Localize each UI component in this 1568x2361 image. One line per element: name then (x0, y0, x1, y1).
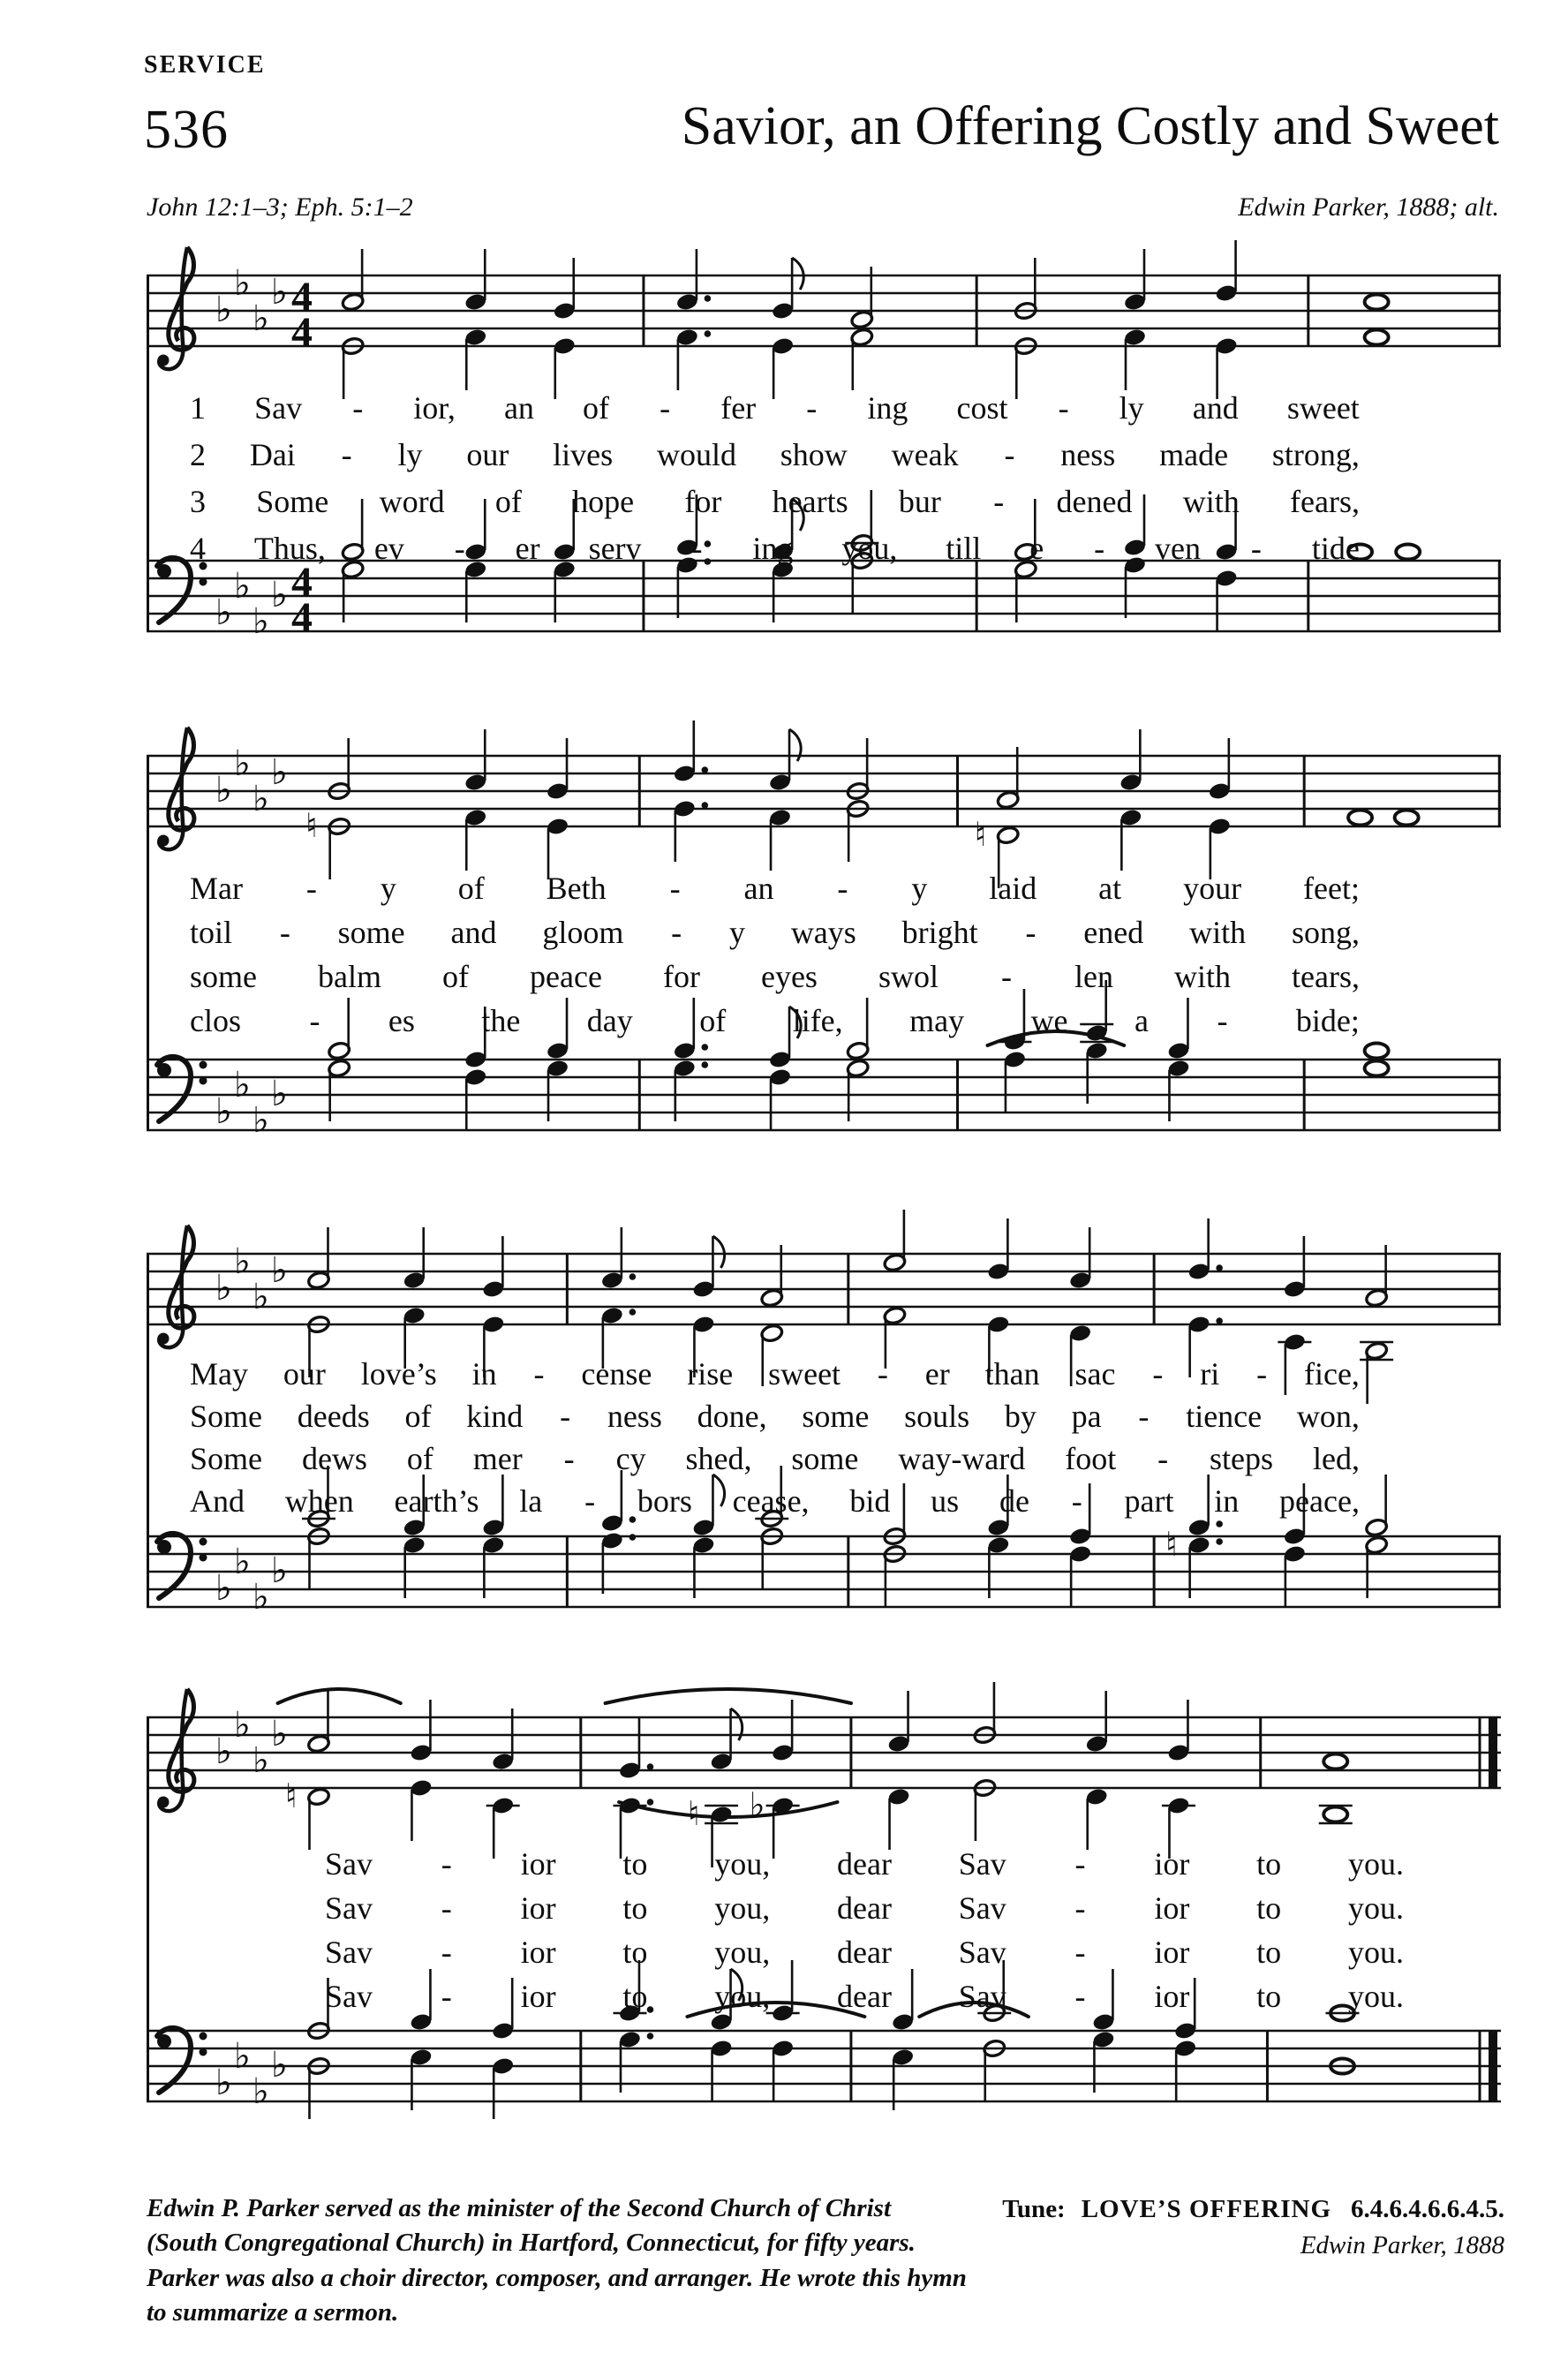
lyric-syllable: cy (615, 1441, 646, 1476)
lyric-syllable: to (1256, 1979, 1282, 2014)
lyric-syllable: than (984, 1356, 1040, 1392)
lyric-line (190, 1355, 1360, 1398)
lyric-syllable: - (533, 1356, 545, 1392)
lyric-syllable: May (190, 1356, 248, 1392)
lyric-syllable: ior, (413, 390, 456, 426)
lyric-syllable: dear (837, 1979, 892, 2014)
system-left-barline (147, 1717, 149, 2101)
lyric-syllable: 1 (190, 390, 206, 426)
flat-sign-icon: ♭ (271, 272, 288, 313)
lyric-syllable: some (802, 1399, 870, 1434)
lyric-syllable: toil (190, 915, 233, 950)
lyric-syllable: Sav (254, 390, 303, 426)
svg-text:4: 4 (291, 559, 313, 606)
lyric-line (325, 1890, 1404, 1934)
lyric-syllable: to (1256, 1890, 1282, 1926)
lyric-syllable: bors (637, 1483, 692, 1519)
lyric-syllable: - (1025, 915, 1037, 950)
lyric-syllable: show (780, 437, 848, 472)
treble-clef-icon (158, 1689, 194, 1811)
lyric-line (190, 530, 1360, 577)
lyrics-block (190, 870, 1360, 1046)
lyric-syllable: serv (588, 531, 642, 566)
lyric-syllable: Sav (325, 1846, 373, 1882)
lyric-syllable: - (806, 390, 818, 426)
lyric-syllable: hearts (772, 484, 848, 519)
lyric-syllable: and (1192, 390, 1239, 426)
flat-sign-icon: ♭ (215, 1568, 232, 1609)
lyric-syllable: - (1071, 1483, 1082, 1519)
lyric-syllable: bur (898, 484, 941, 519)
composer-bio: Edwin P. Parker served as the minister of the Second Church of Christ (South Congregational Church) in Hartford, Connecticut, for fifty years. Parker was also a choir director, composer, and arranger. He wrote this hymn to summarize a sermon. (147, 2194, 967, 2327)
lyric-syllable: dear (837, 1890, 892, 1926)
lyric-syllable: dened (1056, 484, 1133, 519)
lyric-syllable: balm (318, 959, 381, 994)
lyric-syllable: with (1189, 915, 1247, 950)
lyric-syllable: of (404, 1399, 432, 1434)
lyric-syllable: de (999, 1483, 1029, 1519)
lyric-syllable: swol (878, 959, 939, 994)
lyric-line (190, 436, 1360, 483)
lyric-syllable: ness (1060, 437, 1116, 472)
lyric-syllable: - (1157, 1441, 1169, 1476)
lyric-syllable: ri (1200, 1356, 1220, 1392)
lyric-syllable: we (1030, 1003, 1068, 1038)
flat-sign-icon: ♭ (234, 263, 251, 304)
lyric-syllable: you, (714, 1935, 771, 1970)
lyric-syllable: - (1000, 959, 1012, 994)
lyric-syllable: earth’s (394, 1483, 479, 1519)
lyric-syllable: ven (1155, 531, 1201, 566)
slur (606, 1689, 851, 1703)
lyric-syllable: weak (891, 437, 959, 472)
lyric-syllable: - (1138, 1399, 1150, 1434)
lyric-syllable: you. (1347, 1890, 1404, 1926)
lyric-syllable: er (924, 1356, 950, 1392)
lyric-line (190, 870, 1360, 914)
lyric-syllable: to (622, 1846, 648, 1882)
lyric-syllable: cense (581, 1356, 652, 1392)
lyric-syllable: e (1029, 531, 1044, 566)
lyric-syllable: ior (520, 1890, 556, 1926)
lyric-syllable: for (684, 484, 722, 519)
lyric-syllable: ly (1119, 390, 1144, 426)
lyric-syllable: made (1159, 437, 1229, 472)
flat-sign-icon: ♭ (271, 1074, 288, 1114)
flat-sign-icon: ♭ (271, 752, 288, 793)
lyric-syllable: Sav (325, 1979, 373, 2014)
lyric-syllable: word (379, 484, 445, 519)
lyric-syllable: peace, (1279, 1483, 1360, 1519)
lyric-syllable: clos (190, 1003, 241, 1038)
lyric-syllable: ly (397, 437, 423, 472)
scripture-reference: John 12:1–3; Eph. 5:1–2 (147, 192, 413, 222)
lyric-syllable: y (911, 871, 928, 906)
lyric-syllable: - (584, 1483, 596, 1519)
tune-name: LOVE’S OFFERING (1081, 2195, 1331, 2223)
lyric-syllable: some (337, 915, 405, 950)
lyric-syllable: eyes (760, 959, 818, 994)
lyric-syllable: Some (190, 1441, 263, 1476)
flat-sign-icon: ♭ (253, 1100, 269, 1141)
lyric-syllable: Sav (958, 1846, 1006, 1882)
lyric-syllable: our (283, 1356, 326, 1392)
lyric-syllable: - (1217, 1003, 1228, 1038)
lyric-syllable: - (441, 1890, 452, 1926)
lyric-syllable: And (190, 1483, 245, 1519)
lyric-syllable: for (662, 959, 700, 994)
lyric-syllable: hope (572, 484, 635, 519)
lyric-syllable: lives (553, 437, 614, 472)
lyric-syllable: of (583, 390, 610, 426)
lyric-syllable: you. (1347, 1846, 1404, 1882)
lyric-syllable: ways (790, 915, 856, 950)
lyric-syllable: - (1250, 531, 1262, 566)
natural-sign-icon: ♮ (284, 1776, 298, 1815)
lyric-syllable: kind (466, 1399, 524, 1434)
lyric-syllable: Sav (958, 1935, 1006, 1970)
lyric-syllable: till (946, 531, 982, 566)
lyric-syllable: sweet (1286, 390, 1360, 426)
lyric-line (190, 958, 1360, 1002)
lyric-syllable: of (494, 484, 522, 519)
lyric-line (190, 483, 1360, 530)
lyric-syllable: won, (1296, 1399, 1360, 1434)
lyric-syllable: len (1074, 959, 1113, 994)
lyric-syllable: to (1256, 1846, 1282, 1882)
lyric-syllable: - (309, 1003, 320, 1038)
tune-info (1002, 2191, 1504, 2263)
lyric-syllable: you. (1347, 1979, 1404, 2014)
lyric-syllable: - (441, 1979, 452, 2014)
natural-sign-icon: ♮ (305, 806, 318, 845)
flat-sign-icon: ♭ (271, 1550, 288, 1591)
tune-author: Edwin Parker, 1888 (1300, 2230, 1504, 2259)
lyric-syllable: ior (520, 1979, 556, 2014)
lyric-line (325, 1934, 1404, 1978)
tune-meter: 6.4.6.4.6.6.4.5. (1351, 2195, 1504, 2223)
flat-sign-icon: ♭ (253, 779, 269, 819)
lyric-syllable: ing (752, 531, 794, 566)
lyric-syllable: - (1074, 1846, 1086, 1882)
lyric-syllable: a (1135, 1003, 1149, 1038)
lyric-syllable: Thus, (253, 531, 326, 566)
lyric-syllable: laid (989, 871, 1037, 906)
lyric-syllable: Sav (325, 1935, 373, 1970)
treble-staff (141, 712, 1506, 862)
lyric-syllable: deeds (297, 1399, 370, 1434)
lyric-syllable: an (743, 871, 774, 906)
lyric-syllable: - (1094, 531, 1105, 566)
lyric-syllable: at (1098, 871, 1122, 906)
lyric-syllable: - (993, 484, 1005, 519)
lyric-syllable: - (454, 531, 465, 566)
lyric-syllable: sweet (768, 1356, 841, 1392)
lyric-syllable: fer (720, 390, 757, 426)
lyric-syllable: bide; (1295, 1003, 1360, 1038)
lyric-syllable: life, (792, 1003, 843, 1038)
hymn-title: Savior, an Offering Costly and Sweet (681, 96, 1499, 156)
svg-text:4: 4 (291, 309, 313, 356)
hymn-number: 536 (144, 100, 229, 160)
flat-sign-icon: ♭ (234, 1705, 251, 1746)
svg-text:4: 4 (291, 594, 313, 641)
lyric-syllable: ing (867, 390, 908, 426)
lyric-syllable: when (284, 1483, 354, 1519)
lyric-syllable: to (622, 1890, 648, 1926)
lyric-syllable: done, (697, 1399, 767, 1434)
natural-sign-icon: ♮ (974, 815, 987, 854)
flat-sign-icon: ♭ (271, 1250, 288, 1291)
lyric-syllable: - (1152, 1356, 1164, 1392)
lyrics-block (190, 1355, 1360, 1525)
flat-sign-icon: ♭ (253, 298, 269, 339)
lyric-syllable: of (457, 871, 485, 906)
lyric-syllable: by (1004, 1399, 1037, 1434)
lyric-syllable: day (586, 1003, 633, 1038)
lyric-syllable: part (1124, 1483, 1174, 1519)
lyric-syllable: - (1058, 390, 1069, 426)
treble-clef-icon (158, 728, 194, 849)
lyric-syllable: to (622, 1979, 648, 2014)
treble-staff (141, 231, 1506, 381)
flat-sign-icon: ♭ (234, 566, 251, 607)
treble-clef-icon (158, 247, 194, 369)
lyric-syllable: to (1256, 1935, 1282, 1970)
lyric-syllable: led, (1312, 1441, 1360, 1476)
lyric-syllable: way-ward (898, 1441, 1026, 1476)
lyric-syllable: - (1004, 437, 1015, 472)
natural-sign-icon: ♮ (688, 1794, 700, 1833)
lyric-line (190, 1440, 1360, 1482)
lyric-syllable: - (1074, 1935, 1086, 1970)
lyric-syllable: mer (472, 1441, 523, 1476)
lyrics-block (325, 1845, 1404, 2022)
flat-sign-icon: ♭ (253, 601, 269, 642)
lyric-syllable: and (450, 915, 497, 950)
lyric-syllable: love’s (360, 1356, 437, 1392)
flat-sign-icon: ♭ (234, 1542, 251, 1582)
lyric-syllable: - (691, 531, 703, 566)
lyric-syllable: some (791, 1441, 859, 1476)
lyric-syllable: Sav (958, 1979, 1006, 2014)
lyric-syllable: strong, (1271, 437, 1360, 472)
lyric-syllable: you. (1347, 1935, 1404, 1970)
lyric-syllable: - (671, 915, 682, 950)
flat-sign-icon: ♭ (271, 1714, 288, 1754)
flat-sign-icon: ♭ (215, 592, 232, 633)
lyric-syllable: - (669, 871, 681, 906)
lyric-syllable: y (380, 871, 396, 906)
lyric-line (325, 1978, 1404, 2022)
flat-sign-icon: ♭ (271, 575, 288, 615)
lyric-syllable: ior (1154, 1935, 1190, 1970)
lyric-syllable: - (560, 1399, 571, 1434)
lyric-syllable: peace (530, 959, 602, 994)
lyric-syllable: dews (301, 1441, 367, 1476)
lyric-line (190, 1002, 1360, 1046)
lyric-syllable: ior (1154, 1846, 1190, 1882)
lyric-syllable: - (1256, 1356, 1268, 1392)
lyric-syllable: to (622, 1935, 648, 1970)
lyric-syllable: your (1183, 871, 1242, 906)
treble-staff (141, 1673, 1506, 1833)
lyric-syllable: es (388, 1003, 415, 1038)
lyric-syllable: souls (904, 1399, 970, 1434)
lyric-syllable: pa (1071, 1399, 1102, 1434)
lyric-syllable: - (563, 1441, 575, 1476)
flat-sign-icon: ♭ (234, 1065, 251, 1105)
flat-sign-icon: ♭ (215, 1268, 232, 1309)
lyric-syllable: Sav (958, 1890, 1006, 1926)
lyric-syllable: 4 (190, 531, 206, 566)
lyric-syllable: in (471, 1356, 497, 1392)
lyric-syllable: with (1174, 959, 1232, 994)
lyric-syllable: cost (956, 390, 1008, 426)
treble-clef-icon (158, 1226, 194, 1347)
lyric-syllable: dear (837, 1846, 892, 1882)
lyric-line (190, 1482, 1360, 1525)
lyric-syllable: - (441, 1846, 452, 1882)
system-left-barline (147, 1254, 149, 1607)
lyric-syllable: cease, (732, 1483, 810, 1519)
treble-staff (141, 1210, 1506, 1360)
tune-label: Tune: (1002, 2195, 1066, 2223)
flat-sign-icon: ♭ (215, 770, 232, 811)
slur (278, 1689, 401, 1703)
lyric-line (190, 389, 1360, 436)
flat-sign-icon: ♭ (234, 743, 251, 784)
lyric-syllable: you, (714, 1890, 771, 1926)
lyric-syllable: us (931, 1483, 960, 1519)
lyric-syllable: - (441, 1935, 452, 1970)
lyric-syllable: - (660, 390, 671, 426)
lyric-syllable: ior (520, 1846, 556, 1882)
lyric-syllable: Dai (249, 437, 296, 472)
lyric-syllable: ened (1083, 915, 1144, 950)
lyric-syllable: of (699, 1003, 727, 1038)
flat-sign-icon: ♭ (253, 1277, 269, 1317)
system-left-barline (147, 756, 149, 1130)
lyric-syllable: - (1074, 1890, 1086, 1926)
flat-sign-icon: ♭ (215, 1091, 232, 1132)
lyric-syllable: er (515, 531, 540, 566)
lyric-syllable: tide (1311, 531, 1360, 566)
lyric-syllable: in (1214, 1483, 1240, 1519)
lyric-syllable: bright (901, 915, 978, 950)
lyric-syllable: of (406, 1441, 433, 1476)
lyric-syllable: Beth (546, 871, 607, 906)
lyric-syllable: dear (837, 1935, 892, 1970)
lyric-syllable: gloom (542, 915, 624, 950)
lyric-syllable: rise (687, 1356, 734, 1392)
flat-sign-icon: ♭ (749, 1785, 765, 1824)
lyric-syllable: Sav (325, 1890, 373, 1926)
lyric-syllable: foot (1065, 1441, 1117, 1476)
lyric-syllable: with (1182, 484, 1240, 519)
lyric-syllable: our (466, 437, 509, 472)
lyric-syllable: song, (1291, 915, 1360, 950)
lyric-syllable: may (909, 1003, 965, 1038)
flat-sign-icon: ♭ (253, 2071, 269, 2112)
flat-sign-icon: ♭ (234, 2036, 251, 2077)
lyric-line (325, 1845, 1404, 1890)
natural-sign-icon: ♮ (1165, 1525, 1178, 1564)
lyric-syllable: - (837, 871, 848, 906)
lyric-syllable: fears, (1290, 484, 1360, 519)
lyric-syllable: Some (256, 484, 329, 519)
flat-sign-icon: ♭ (271, 2045, 288, 2086)
lyrics-block (190, 389, 1360, 577)
lyric-syllable: some (190, 959, 257, 994)
lyric-syllable: ior (1154, 1979, 1190, 2014)
lyric-syllable: you, (714, 1979, 771, 2014)
flat-sign-icon: ♭ (253, 1577, 269, 1618)
lyric-syllable: y (728, 915, 745, 950)
system-left-barline (147, 275, 149, 631)
lyric-syllable: - (279, 915, 290, 950)
lyric-line (190, 914, 1360, 958)
lyric-syllable: la (519, 1483, 543, 1519)
lyric-syllable: Some (190, 1399, 263, 1434)
flat-sign-icon: ♭ (253, 1740, 269, 1781)
lyric-syllable: tience (1186, 1399, 1263, 1434)
lyric-syllable: 2 (190, 437, 206, 472)
lyric-syllable: - (352, 390, 364, 426)
lyric-syllable: the (481, 1003, 521, 1038)
lyric-syllable: - (341, 437, 352, 472)
lyric-syllable: of (442, 959, 470, 994)
lyric-syllable: ior (520, 1935, 556, 1970)
lyric-syllable: - (305, 871, 317, 906)
lyric-syllable: an (503, 390, 534, 426)
svg-text:4: 4 (291, 274, 313, 321)
flat-sign-icon: ♭ (234, 1241, 251, 1282)
lyric-syllable: would (656, 437, 736, 472)
lyric-line (190, 1398, 1360, 1440)
lyric-syllable: shed, (685, 1441, 752, 1476)
lyric-syllable: 3 (190, 484, 206, 519)
lyric-syllable: steps (1210, 1441, 1274, 1476)
lyric-syllable: - (1074, 1979, 1086, 2014)
flat-sign-icon: ♭ (215, 2063, 232, 2103)
lyric-syllable: ior (1154, 1890, 1190, 1926)
author-attribution: Edwin Parker, 1888; alt. (1238, 192, 1499, 222)
lyric-syllable: ness (607, 1399, 662, 1434)
lyric-syllable: ev (373, 531, 404, 566)
flat-sign-icon: ♭ (215, 1731, 232, 1772)
lyric-syllable: you, (841, 531, 898, 566)
section-header: SERVICE (144, 51, 266, 79)
lyric-syllable: tears, (1292, 959, 1360, 994)
lyric-syllable: you, (714, 1846, 771, 1882)
flat-sign-icon: ♭ (215, 290, 232, 330)
lyric-syllable: Mar (190, 871, 243, 906)
lyric-syllable: sac (1074, 1356, 1116, 1392)
lyric-syllable: bid (849, 1483, 891, 1519)
tune-line (1002, 2191, 1504, 2228)
lyric-syllable: feet; (1303, 871, 1360, 906)
lyric-syllable: fice, (1303, 1356, 1360, 1392)
lyric-syllable: - (877, 1356, 888, 1392)
